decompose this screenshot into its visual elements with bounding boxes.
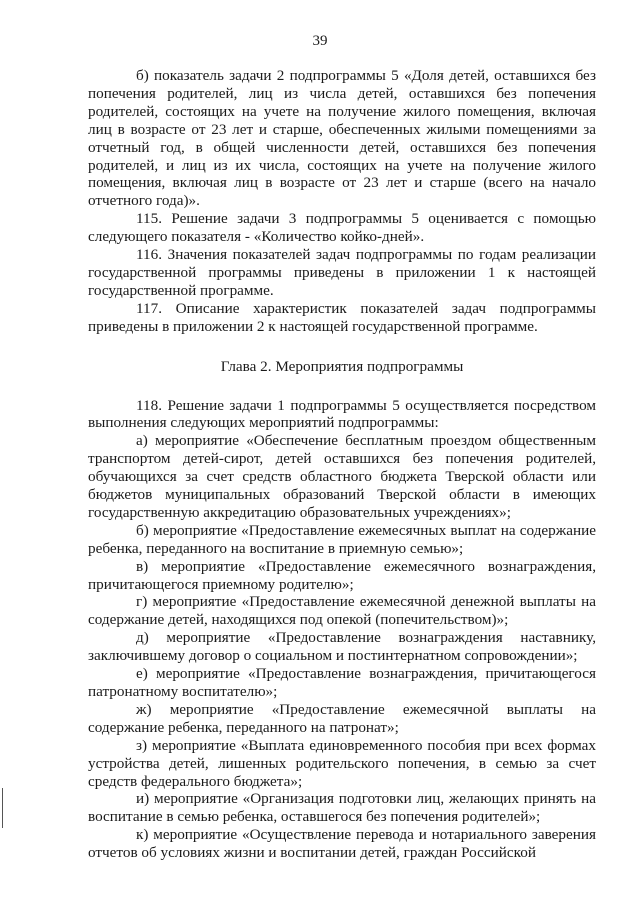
list-item-g: г) мероприятие «Предоставление ежемесячной денежной выплаты на содержание детей, находящихся под опекой (попечительством)»; <box>88 593 596 629</box>
list-item-e: е) мероприятие «Предоставление вознаграждения, причитающегося патронатному воспитателю»; <box>88 665 596 700</box>
list-item-z: з) мероприятие «Выплата единовременного пособия при всех формах устройства детей, лишенных родительского попечения, в семью за счет средств федерального бюджета»; <box>88 736 596 790</box>
paragraph-117: 117. Описание характеристик показателей задач подпрограммы приведены в приложении 2 к настоящей государственной программе. <box>88 299 596 335</box>
document-body <box>88 67 596 862</box>
page-number: 39 <box>312 33 328 49</box>
list-item-b: б) мероприятие «Предоставление ежемесячных выплат на содержание ребенка, переданного на воспитание в приемную семью»; <box>88 521 596 557</box>
paragraph-116: 116. Значения показателей задач подпрограммы по годам реализации государственной программы приведены в приложении 1 к настоящей государственной программе. <box>88 246 596 299</box>
paragraph-118: 118. Решение задачи 1 подпрограммы 5 осуществляется посредством выполнения следующих мероприятий подпрограммы: <box>88 396 596 432</box>
paragraph-indicator-b: б) показатель задачи 2 подпрограммы 5 «Доля детей, оставшихся без попечения родителей, лиц из числа детей, оставшихся без попечения родителей, состоящих на учете на получение жилого помещения, включая лиц в возрасте от 23 лет и старше, обеспеченных жилыми помещениями за отчетный год, в общей численности детей, оставшихся без попечения родителей, и лиц из их числа, состоящих на учете на получение жилого помещения, включая лиц в возрасте от 23 лет и старше (всего на начало отчетного года)». <box>88 67 596 210</box>
scan-margin-mark <box>2 788 3 828</box>
list-item-d: д) мероприятие «Предоставление вознаграждения наставнику, заключившему договор о социальном и постинтернатном сопровождении»; <box>88 629 596 665</box>
chapter-heading: Глава 2. Мероприятия подпрограммы <box>220 357 464 375</box>
list-item-zh: ж) мероприятие «Предоставление ежемесячной выплаты на содержание ребенка, переданного на патронат»; <box>88 700 596 736</box>
list-item-a: а) мероприятие «Обеспечение бесплатным проездом общественным транспортом детей-сирот, детей оставшихся без попечения родителей, обучающихся за счет средств областного бюджета Тверской области или бюджетов муниципальных образований Тверской области в имеющих государственную аккредитацию образовательных учреждениях»; <box>88 432 596 521</box>
list-item-v: в) мероприятие «Предоставление ежемесячного вознаграждения, причитающегося приемному родителю»; <box>88 557 596 593</box>
list-item-i: и) мероприятие «Организация подготовки лиц, желающих принять на воспитание в семью ребенка, оставшегося без попечения родителей»; <box>88 790 596 826</box>
paragraph-115: 115. Решение задачи 3 подпрограммы 5 оценивается с помощью следующего показателя - «Количество койко-дней». <box>88 210 596 246</box>
list-item-k: к) мероприятие «Осуществление перевода и нотариального заверения отчетов об условиях жизни и воспитании детей, граждан Российской <box>88 826 596 862</box>
